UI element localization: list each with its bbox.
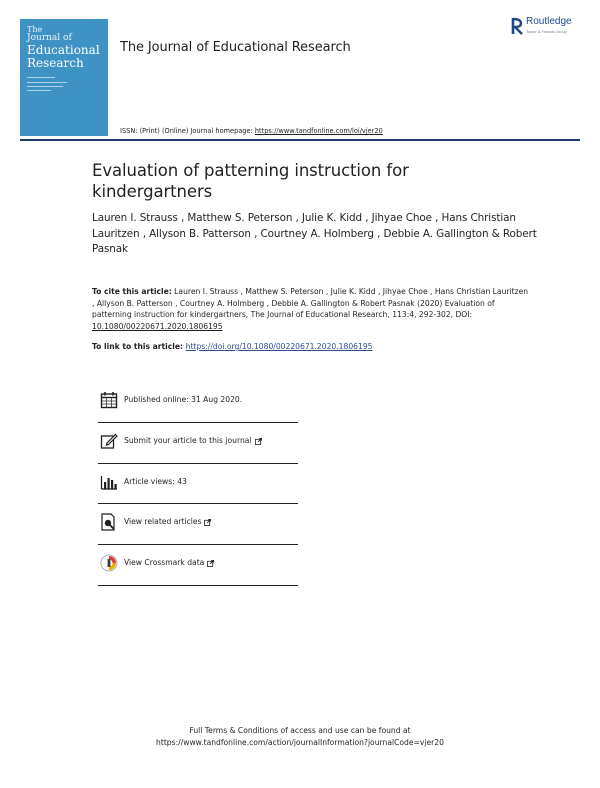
journal-homepage-link[interactable]: https://www.tandfonline.com/loi/vjer20	[254, 127, 383, 135]
crossmark-link[interactable]	[124, 558, 214, 567]
external-link-icon	[204, 519, 211, 526]
cover-decoration	[27, 82, 67, 83]
edit-pencil-icon	[100, 432, 118, 450]
submit-article-label: Submit your article to this journal	[124, 436, 252, 445]
cover-title-educational: Educational	[27, 43, 100, 57]
journal-title: The Journal of Educational Research	[120, 40, 351, 55]
bar-chart-icon	[100, 473, 118, 491]
cover-decoration	[27, 90, 51, 91]
doi-link[interactable]: 10.1080/00220671.2020.1806195	[92, 321, 223, 331]
publisher-name: Routledge	[526, 16, 572, 27]
citation-block	[92, 286, 532, 332]
document-search-icon	[100, 513, 118, 531]
routledge-logo	[510, 16, 586, 40]
external-link-icon	[255, 438, 262, 445]
info-divider	[98, 585, 298, 586]
routledge-logo-icon	[510, 16, 524, 36]
issn-label: ISSN: (Print) (Online) Journal homepage:	[120, 127, 255, 135]
article-authors: Lauren I. Strauss , Matthew S. Peterson , Julie K. Kidd , Jihyae Choe , Hans Christian Lauritzen , Allyson B. Patterson , Courtney A. Holmberg , Debbie A. Gallington & Robert Pasnak	[92, 212, 537, 255]
cover-decoration	[27, 86, 63, 87]
article-title: Evaluation of patterning instruction for kindergartners	[92, 161, 409, 201]
crossmark-row[interactable]	[98, 546, 298, 586]
cover-decoration	[27, 77, 55, 78]
footer	[0, 725, 600, 748]
article-doi-url-link[interactable]: https://doi.org/10.1080/00220671.2020.1806195	[185, 342, 373, 351]
published-online-text: Published online: 31 Aug 2020.	[124, 395, 243, 404]
footer-terms-text: Full Terms & Conditions of access and use can be found at	[189, 726, 411, 735]
calendar-icon	[100, 391, 118, 409]
cover-title-the: The	[27, 25, 43, 34]
link-label: To link to this article:	[92, 342, 186, 351]
citation-text: Lauren I. Strauss , Matthew S. Peterson , Julie K. Kidd , Jihyae Choe , Hans Christian Lauritzen , Allyson B. Patterson , Courtney A. Holmberg , Debbie A. Gallington & Robert Pasnak (2020) Evaluation of patterning instruction for kindergartners, The Journal of Educational Research, 113:4, 292-302, DOI:	[92, 287, 529, 319]
article-views-row	[98, 465, 298, 505]
footer-journal-info-link[interactable]: https://www.tandfonline.com/action/journalInformation?journalCode=vjer20	[156, 737, 444, 747]
article-views-text: Article views: 43	[124, 477, 187, 486]
issn-line	[120, 127, 383, 135]
submit-article-link[interactable]	[124, 436, 262, 445]
external-link-icon	[207, 560, 214, 567]
header-divider	[20, 139, 580, 141]
published-online-row	[98, 383, 298, 423]
related-articles-row[interactable]	[98, 505, 298, 545]
publisher-tagline: Taylor & Francis Group	[526, 29, 567, 34]
cover-title-research: Research	[27, 56, 84, 70]
cover-title-journal: Journal of	[27, 33, 72, 43]
journal-cover-image	[20, 19, 108, 136]
related-articles-link[interactable]	[124, 517, 211, 526]
article-link-line	[92, 341, 372, 352]
crossmark-icon	[100, 554, 118, 572]
related-articles-label: View related articles	[124, 517, 202, 526]
submit-article-row[interactable]	[98, 424, 298, 464]
crossmark-label: View Crossmark data	[124, 558, 205, 567]
citation-label: To cite this article:	[92, 287, 172, 296]
